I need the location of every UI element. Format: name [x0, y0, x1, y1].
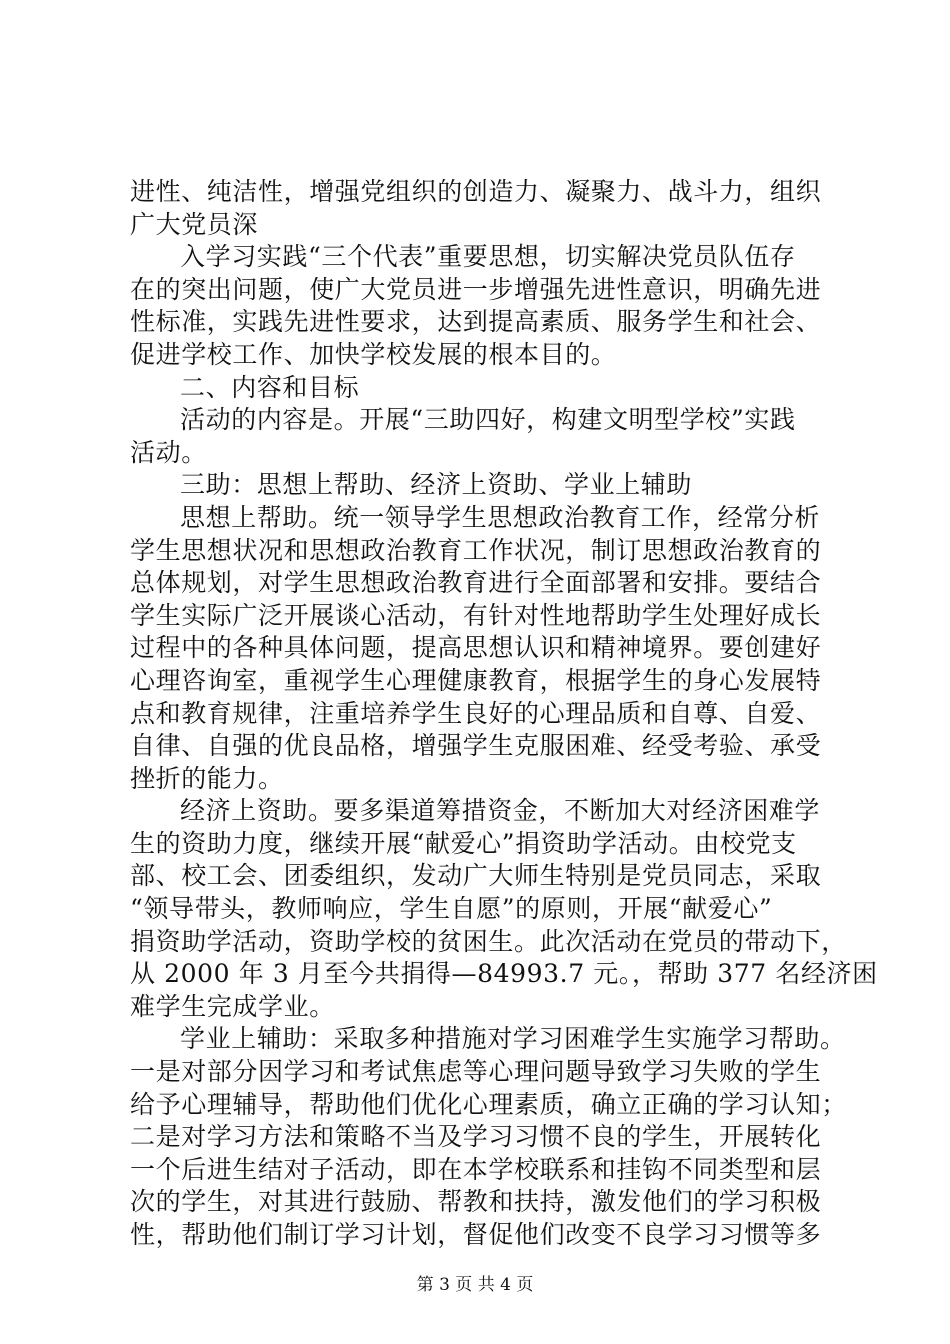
text-line: 活动。 — [130, 437, 207, 467]
text-line: 捐资助学活动，资助学校的贫困生。此次活动在党员的带动下， — [130, 926, 847, 956]
text-line: 学生实际广泛开展谈心活动，有针对性地帮助学生处理好成长 — [130, 600, 822, 630]
document-body — [130, 176, 878, 1252]
text-line: 过程中的各种具体问题，提高思想认识和精神境界。要创建好 — [130, 633, 822, 663]
text-line: 难学生完成学业。 — [130, 991, 335, 1021]
text-line: 自律、自强的优良品格，增强学生克服困难、经受考验、承受 — [130, 731, 822, 761]
text-line: 挫折的能力。 — [130, 763, 284, 793]
text-line: 思想上帮助。统一领导学生思想政治教育工作，经常分析 — [180, 502, 821, 532]
text-line: 从 2000 年 3 月至今共捐得—84993.7 元。，帮助 377 名经济困 — [130, 959, 878, 989]
text-line: 二是对学习方法和策略不当及学习习惯不良的学生，开展转化 — [130, 1122, 822, 1152]
text-line: 总体规划，对学生思想政治教育进行全面部署和安排。要结合 — [130, 568, 822, 598]
text-line: 广大党员深 — [130, 209, 259, 239]
text-line: 一是对部分因学习和考试焦虑等心理问题导致学习失败的学生 — [130, 1057, 822, 1087]
text-line: 给予心理辅导，帮助他们优化心理素质，确立正确的学习认知； — [130, 1089, 847, 1119]
text-line: “领导带头，教师响应，学生自愿”的原则，开展“献爱心” — [130, 894, 773, 924]
page-footer: 第 3 页 共 4 页 — [416, 1275, 534, 1295]
text-line: 入学习实践“三个代表”重要思想，切实解决党员队伍存 — [180, 242, 796, 272]
text-line: 三助：思想上帮助、经济上资助、学业上辅助 — [180, 470, 693, 500]
text-line: 点和教育规律，注重培养学生良好的心理品质和自尊、自爱、 — [130, 698, 822, 728]
text-line: 次的学生，对其进行鼓励、帮教和扶持，激发他们的学习积极 — [130, 1187, 822, 1217]
text-line: 活动的内容是。开展“三助四好，构建文明型学校”实践 — [180, 405, 796, 435]
text-line: 学业上辅助：采取多种措施对学习困难学生实施学习帮助。 — [180, 1024, 846, 1054]
text-line: 性，帮助他们制订学习计划，督促他们改变不良学习习惯等多 — [130, 1220, 822, 1249]
text-line: 促进学校工作、加快学校发展的根本目的。 — [130, 339, 617, 369]
text-line: 心理咨询室，重视学生心理健康教育，根据学生的身心发展特 — [130, 665, 822, 695]
text-line: 生的资助力度，继续开展“献爱心”捐资助学活动。由校党支 — [130, 828, 797, 858]
text-line: 在的突出问题，使广大党员进一步增强先进性意识，明确先进 — [130, 274, 822, 304]
text-line: 进性、纯洁性，增强党组织的创造力、凝聚力、战斗力，组织 — [130, 177, 822, 206]
text-line: 经济上资助。要多渠道筹措资金，不断加大对经济困难学 — [180, 796, 821, 826]
text-line: 性标准，实践先进性要求，达到提高素质、服务学生和社会、 — [130, 307, 822, 337]
text-line: 一个后进生结对子活动，即在本学校联系和挂钩不同类型和层 — [130, 1154, 822, 1184]
text-line: 学生思想状况和思想政治教育工作状况，制订思想政治教育的 — [130, 535, 822, 565]
text-line: 部、校工会、团委组织，发动广大师生特别是党员同志，采取 — [130, 861, 822, 891]
text-line: 二、内容和目标 — [180, 372, 360, 402]
